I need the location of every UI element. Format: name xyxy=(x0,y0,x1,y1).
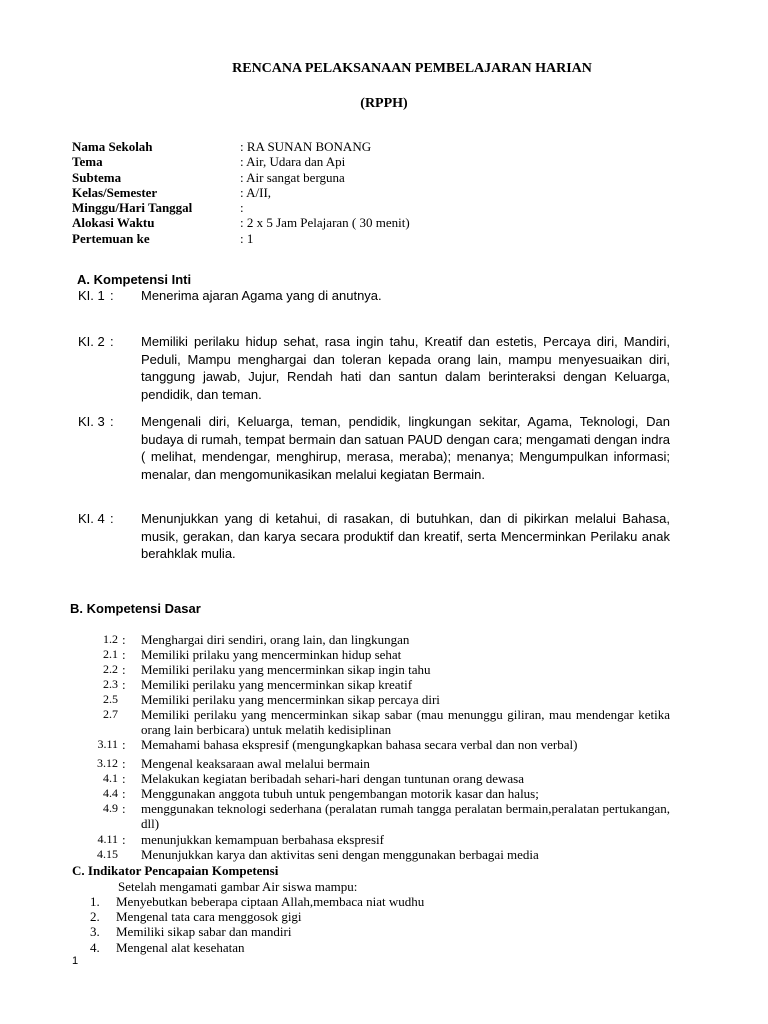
identity-key: Kelas/Semester xyxy=(72,184,158,200)
kd-code: 2.1 xyxy=(103,647,118,661)
identity-row xyxy=(72,139,410,154)
kd-colon: : xyxy=(122,632,126,647)
kd-colon: : xyxy=(122,677,126,692)
list-item-number: 1. xyxy=(90,894,100,909)
list-item-text: Mengenal alat kesehatan xyxy=(116,939,245,955)
kd-code: 4.15 xyxy=(97,847,118,861)
kd-text: Memiliki perilaku yang mencerminkan sikap kreatif xyxy=(141,677,413,692)
kd-code: 3.12 xyxy=(97,756,118,770)
list-item xyxy=(90,940,424,955)
kd-item xyxy=(82,692,670,707)
list-item-text: Memiliki sikap sabar dan mandiri xyxy=(116,924,292,940)
kd-code: 1.2 xyxy=(103,632,118,646)
ki-text: Memiliki perilaku hidup sehat, rasa ingin tahu, Kreatif dan estetis, Percaya diri, Mandiri, Peduli, Mampu menghargai dan toleran kepada orang lain, mampu menyesuaikan diri, tanggung jawab, Jujur, Rendah hati dan santun dalam berinteraksi dengan Keluarga, pendidik, dan teman. xyxy=(141,334,670,402)
kd-text: Mengenal keaksaraan awal melalui bermain xyxy=(141,756,370,771)
indicator-list xyxy=(90,894,424,955)
ki-code: KI. 1 xyxy=(78,288,105,303)
kd-text: Memiliki prilaku yang mencerminkan hidup sehat xyxy=(141,647,402,662)
kd-code: 4.1 xyxy=(103,771,118,785)
kd-text: menunjukkan kemampuan berbahasa ekspresif xyxy=(141,832,384,847)
school-identity-table xyxy=(72,139,410,246)
list-item xyxy=(90,924,424,939)
identity-value: : xyxy=(240,200,244,216)
section-c-heading: C. Indikator Pencapaian Kompetensi xyxy=(72,863,279,878)
section-a-heading: A. Kompetensi Inti xyxy=(77,272,192,287)
list-item-number: 2. xyxy=(90,909,100,925)
identity-key: Alokasi Waktu xyxy=(72,215,155,231)
kd-code: 4.11 xyxy=(97,832,118,846)
kd-code: 4.4 xyxy=(103,786,118,800)
kd-item xyxy=(82,632,670,647)
identity-row xyxy=(72,170,410,185)
kd-code: 3.11 xyxy=(97,737,118,751)
ki-item xyxy=(78,287,670,305)
ki-item xyxy=(78,510,670,563)
section-c-intro: Setelah mengamati gambar Air siswa mampu: xyxy=(118,879,358,894)
kd-text: menggunakan teknologi sederhana (peralatan rumah tangga peralatan bermain,peralatan pertukangan, dll) xyxy=(141,801,670,832)
identity-key: Subtema xyxy=(72,169,122,185)
section-b-heading: B. Kompetensi Dasar xyxy=(70,601,201,616)
kd-text: Menggunakan anggota tubuh untuk pengembangan motorik kasar dan halus; xyxy=(141,786,539,801)
list-item-text: Menyebutkan beberapa ciptaan Allah,membaca niat wudhu xyxy=(116,894,425,909)
kd-text: Memiliki perilaku yang mencerminkan sikap percaya diri xyxy=(141,692,440,707)
kd-item xyxy=(82,756,670,771)
ki-code: KI. 4 xyxy=(78,511,105,526)
list-item xyxy=(90,909,424,924)
list-item-text: Mengenal tata cara menggosok gigi xyxy=(116,909,302,925)
kd-colon: : xyxy=(122,647,126,662)
kd-item xyxy=(82,647,670,662)
identity-value: : 1 xyxy=(240,230,254,246)
kd-colon: : xyxy=(122,771,126,786)
identity-row xyxy=(72,154,410,169)
ki-code: KI. 3 xyxy=(78,414,105,429)
identity-value: : Air, Udara dan Api xyxy=(240,154,346,170)
identity-key: Pertemuan ke xyxy=(72,230,150,246)
list-item-number: 3. xyxy=(90,924,100,940)
identity-row xyxy=(72,215,410,230)
ki-item xyxy=(78,413,670,483)
kd-colon: : xyxy=(122,737,126,752)
ki-colon: : xyxy=(110,288,114,303)
ki-code: KI. 2 xyxy=(78,334,105,349)
kd-item xyxy=(82,801,670,831)
kd-item xyxy=(82,677,670,692)
kd-text: Menunjukkan karya dan aktivitas seni dengan menggunakan berbagai media xyxy=(141,847,539,862)
kd-text: Memahami bahasa ekspresif (mengungkapkan bahasa secara verbal dan non verbal) xyxy=(141,737,578,752)
kd-item xyxy=(82,847,670,862)
page-number: 1 xyxy=(72,955,79,967)
ki-item xyxy=(78,333,670,403)
kd-code: 4.9 xyxy=(103,801,118,815)
kd-item xyxy=(82,662,670,677)
kd-code: 2.7 xyxy=(103,707,118,721)
kd-text: Memiliki perilaku yang mencerminkan sikap ingin tahu xyxy=(141,662,431,677)
identity-value: : RA SUNAN BONANG xyxy=(240,139,372,154)
kd-text: Memiliki perilaku yang mencerminkan sikap sabar (mau menunggu giliran, mau mendengar ketika orang lain berbicara) untuk melatih kedisiplinan xyxy=(141,707,670,738)
identity-row xyxy=(72,231,410,246)
ki-colon: : xyxy=(110,511,114,526)
identity-value: : A/II, xyxy=(240,184,272,200)
identity-key: Minggu/Hari Tanggal xyxy=(72,200,193,216)
list-item-number: 4. xyxy=(90,939,100,955)
ki-colon: : xyxy=(110,334,114,349)
identity-row xyxy=(72,200,410,215)
kd-colon: : xyxy=(122,786,126,801)
kd-text: Menghargai diri sendiri, orang lain, dan lingkungan xyxy=(141,632,410,647)
ki-text: Menunjukkan yang di ketahui, di rasakan, di butuhkan, dan di pikirkan melalui Bahasa, musik, gerakan, dan karya secara produktif dan kreatif, serta Mencerminkan Perilaku anak berahklak mulia. xyxy=(141,511,670,561)
kd-text: Melakukan kegiatan beribadah sehari-hari dengan tuntunan orang dewasa xyxy=(141,771,524,786)
ki-colon: : xyxy=(110,414,114,429)
kd-colon: : xyxy=(122,801,126,816)
kd-item xyxy=(82,707,670,737)
kd-code: 2.2 xyxy=(103,662,118,676)
kd-item xyxy=(82,737,670,752)
identity-key: Nama Sekolah xyxy=(72,139,153,154)
ki-text: Mengenali diri, Keluarga, teman, pendidik, lingkungan sekitar, Agama, Teknologi, Dan budaya di rumah, tempat bermain dan satuan PAUD dengan cara; mengamati dengan indra ( melihat, mendengar, menghirup, merasa, meraba); menanya; Mengumpulkan informasi; menalar, dan mengomunikasikan melalui kegiatan Bermain. xyxy=(141,414,670,482)
kd-code: 2.3 xyxy=(103,677,118,691)
kd-colon: : xyxy=(122,832,126,847)
kd-colon: : xyxy=(122,756,126,771)
kd-colon: : xyxy=(122,662,126,677)
identity-value: : Air sangat berguna xyxy=(240,169,345,185)
identity-key: Tema xyxy=(72,154,103,170)
page-subtitle: (RPPH) xyxy=(360,96,408,111)
page-title: RENCANA PELAKSANAAN PEMBELAJARAN HARIAN xyxy=(232,61,592,76)
list-item xyxy=(90,894,424,909)
identity-value: : 2 x 5 Jam Pelajaran ( 30 menit) xyxy=(240,215,410,231)
ki-text: Menerima ajaran Agama yang di anutnya. xyxy=(141,288,382,303)
kd-item xyxy=(82,786,670,801)
kd-code: 2.5 xyxy=(103,692,118,706)
identity-row xyxy=(72,185,410,200)
kd-item xyxy=(82,832,670,847)
kd-item xyxy=(82,771,670,786)
